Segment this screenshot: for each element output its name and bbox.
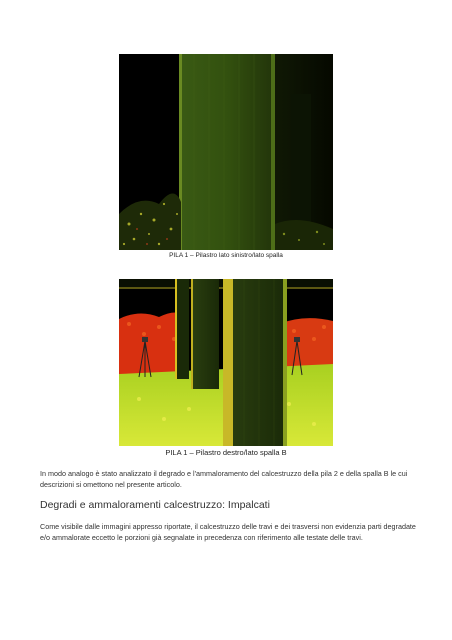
section-heading: Degradi e ammaloramenti calcestruzzo: Impalcati (40, 499, 270, 511)
figure-pillar-right-scan (119, 279, 333, 446)
figure-caption-1: PILA 1 – Pilastro lato sinistro/lato spalla (169, 252, 283, 259)
body-paragraph-1: In modo analogo è stato analizzato il degrado e l'ammaloramento del calcestruzzo della pila 2 e della spalla B le cui descrizioni si omettono nel presente articolo. (40, 469, 408, 489)
point-cloud-image-1 (119, 54, 333, 250)
point-cloud-image-2 (119, 279, 333, 446)
figure-caption-2: PILA 1 – Pilastro destro/lato spalla B (165, 448, 287, 457)
body-paragraph-2: Come visibile dalle immagini appresso riportate, il calcestruzzo delle travi e dei trasversi non evidenzia parti degradate e/o ammalorate eccetto le porzioni già segnalate in precedenza con riferimento alle testate delle travi. (40, 522, 416, 542)
figure-pillar-left-scan (119, 54, 333, 250)
